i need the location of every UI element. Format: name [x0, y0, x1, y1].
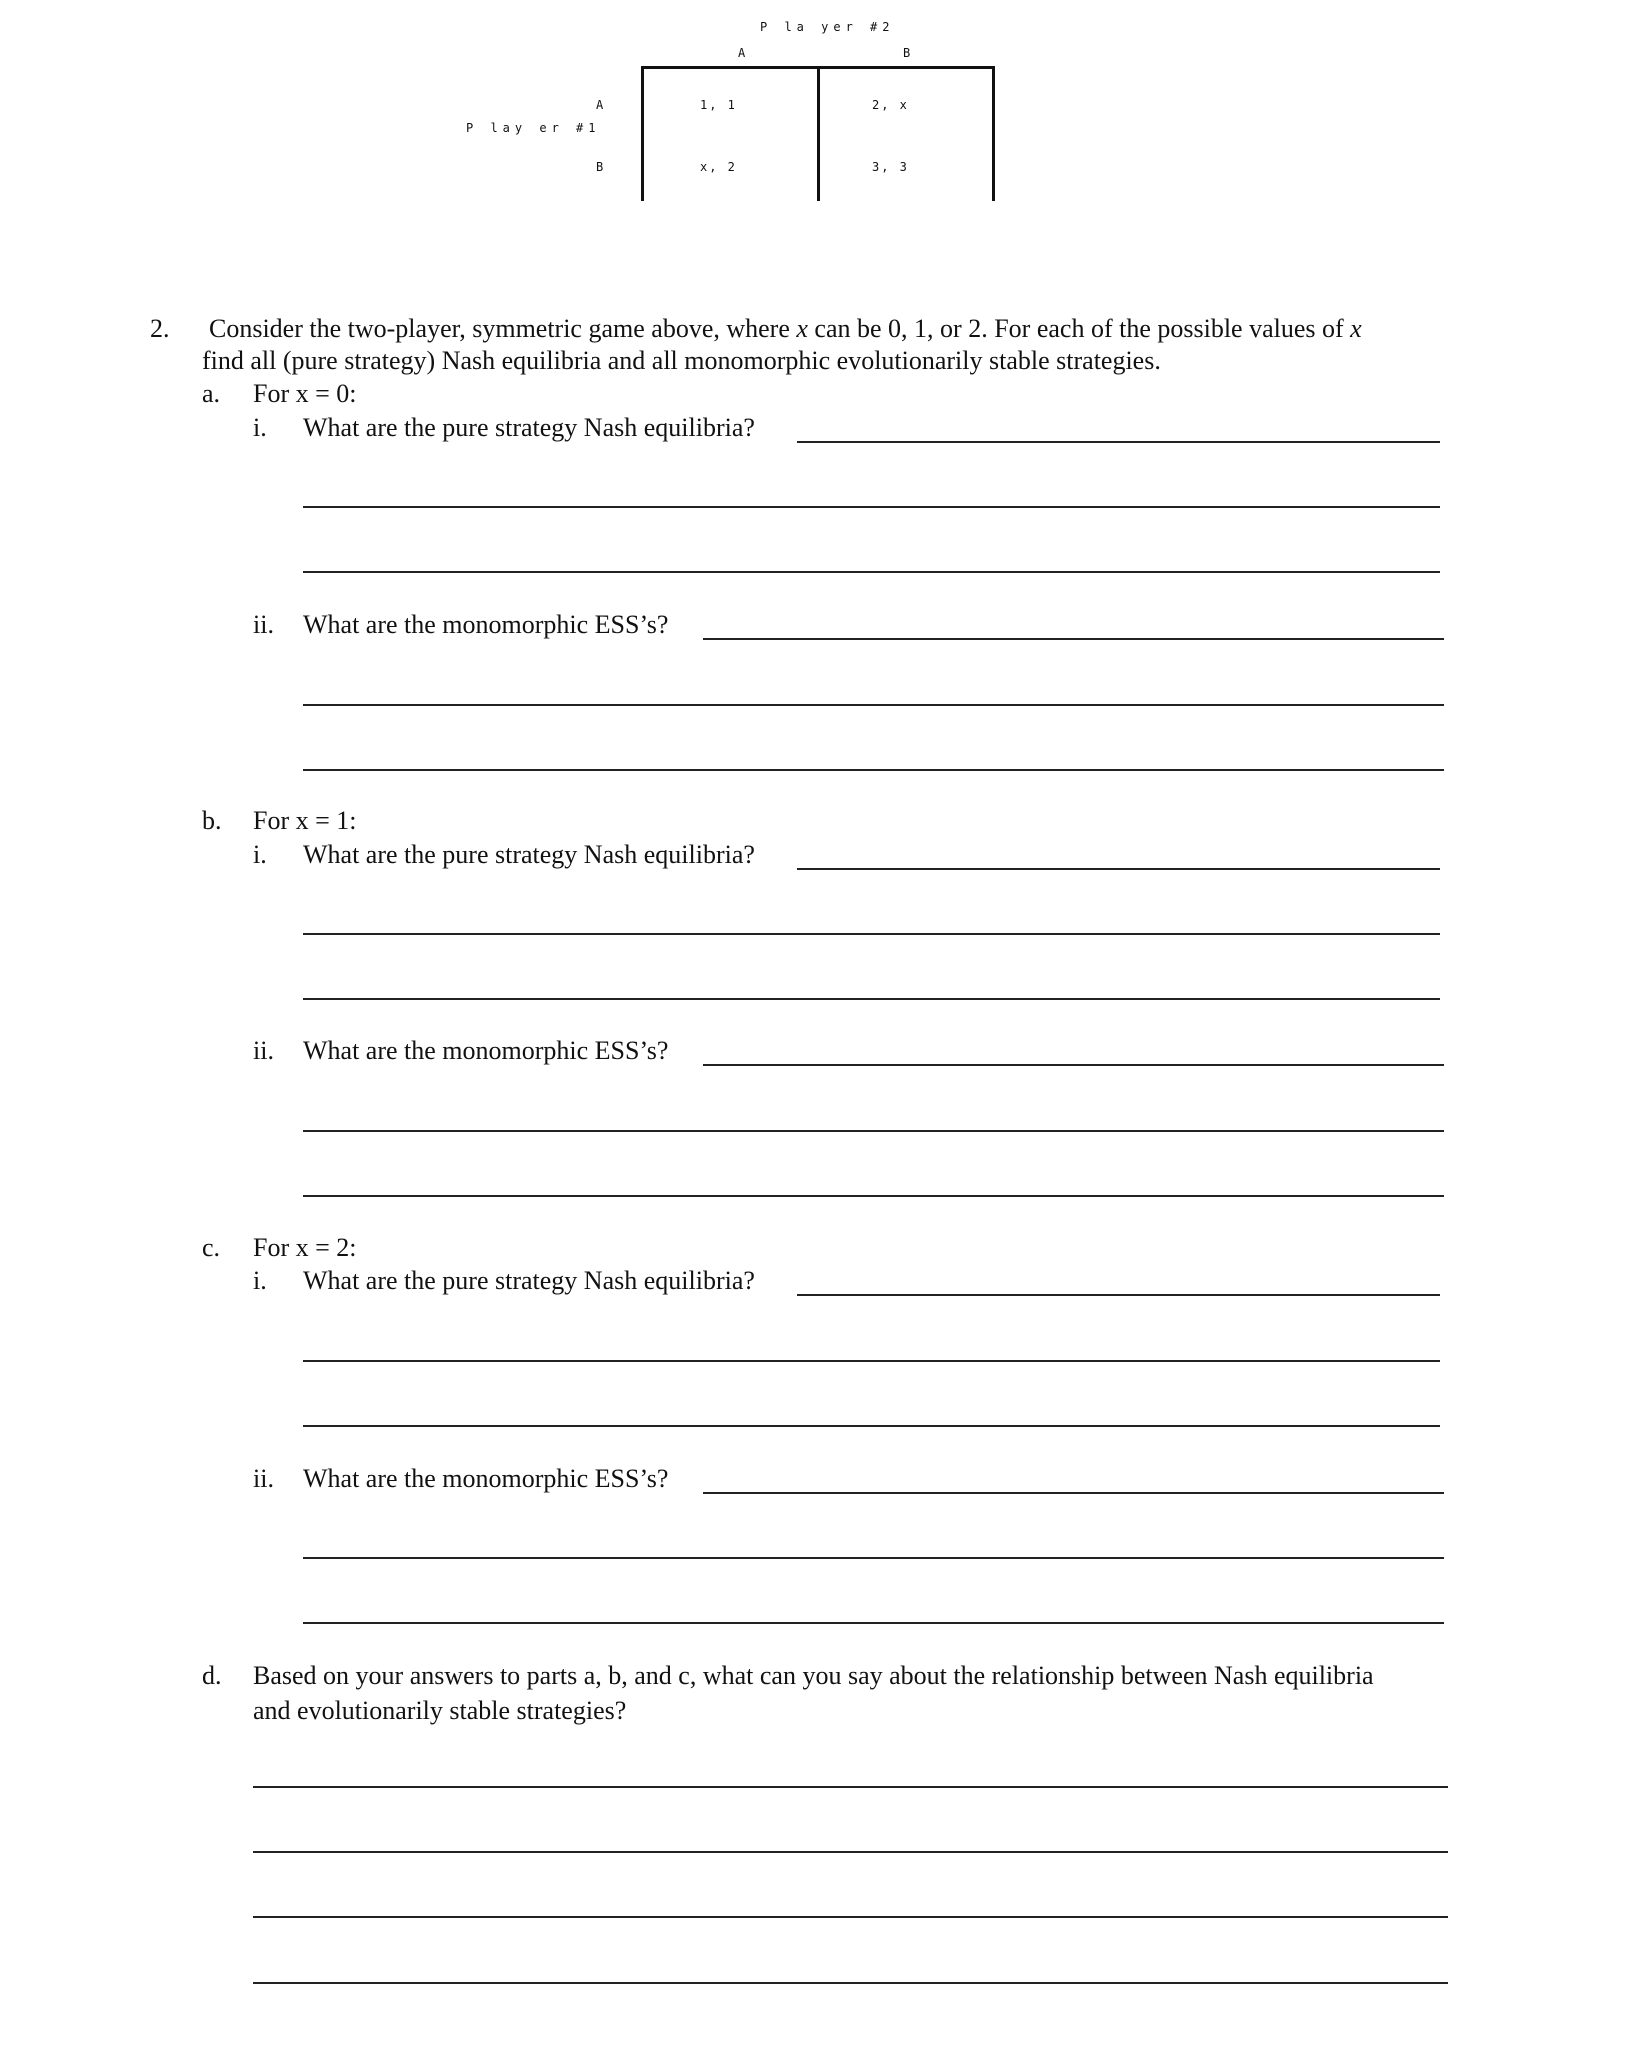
question-intro-line1	[209, 314, 1362, 344]
part-b-title: For x = 1:	[253, 806, 357, 835]
part-b-i-number: i.	[253, 840, 267, 869]
part-b-ess-answer-line-3[interactable]	[303, 1195, 1444, 1197]
part-d-question-line1: Based on your answers to parts a, b, and c, what can you say about the relationship between Nash equilibria	[253, 1661, 1374, 1690]
part-a-ess-answer-line-1[interactable]	[703, 638, 1444, 640]
part-b-nash-question: What are the pure strategy Nash equilibria?	[303, 840, 755, 869]
intro-text-b: can be 0, 1, or 2. For each of the possible values of	[807, 314, 1351, 343]
part-c-i-number: i.	[253, 1266, 267, 1295]
intro-var-x: x	[796, 314, 808, 343]
matrix-middle-divider	[817, 66, 820, 201]
part-b-ii-number: ii.	[253, 1036, 274, 1065]
part-a-ess-answer-line-2[interactable]	[303, 704, 1444, 706]
part-d-answer-line-4[interactable]	[253, 1982, 1448, 1984]
part-b-nash-answer-line-1[interactable]	[797, 868, 1440, 870]
intro-var-x-end: x	[1350, 314, 1362, 343]
part-c-ess-question: What are the monomorphic ESS’s?	[303, 1464, 669, 1493]
part-c-nash-question: What are the pure strategy Nash equilibria?	[303, 1266, 755, 1295]
part-a-i-number: i.	[253, 413, 267, 442]
part-b-nash-answer-line-3[interactable]	[303, 998, 1440, 1000]
payoff-cell-ab: 2, x	[872, 98, 909, 112]
part-c-ess-answer-line-1[interactable]	[703, 1492, 1444, 1494]
part-c-ess-answer-line-2[interactable]	[303, 1557, 1444, 1559]
intro-text-a: Consider the two-player, symmetric game above, where	[209, 314, 797, 343]
part-c-ii-number: ii.	[253, 1464, 274, 1493]
part-c-nash-answer-line-3[interactable]	[303, 1425, 1440, 1427]
part-b-ess-question: What are the monomorphic ESS’s?	[303, 1036, 669, 1065]
part-a-letter: a.	[202, 379, 221, 408]
part-b-ess-answer-line-2[interactable]	[303, 1130, 1444, 1132]
part-a-nash-answer-line-3[interactable]	[303, 571, 1440, 573]
part-a-ess-answer-line-3[interactable]	[303, 769, 1444, 771]
row-label-a: A	[596, 98, 609, 112]
player2-label: P la yer #2	[760, 20, 895, 34]
part-a-ess-question: What are the monomorphic ESS’s?	[303, 610, 669, 639]
part-d-answer-line-3[interactable]	[253, 1916, 1448, 1918]
part-a-nash-answer-line-1[interactable]	[797, 441, 1440, 443]
question-number: 2.	[150, 314, 170, 343]
matrix-right-border	[992, 66, 995, 201]
part-d-answer-line-1[interactable]	[253, 1786, 1448, 1788]
part-c-title: For x = 2:	[253, 1233, 357, 1262]
part-b-ess-answer-line-1[interactable]	[703, 1064, 1444, 1066]
payoff-cell-bb: 3, 3	[872, 160, 909, 174]
part-d-answer-line-2[interactable]	[253, 1851, 1448, 1853]
part-a-nash-question: What are the pure strategy Nash equilibria?	[303, 413, 755, 442]
row-label-b: B	[596, 160, 609, 174]
part-c-letter: c.	[202, 1233, 221, 1262]
part-a-nash-answer-line-2[interactable]	[303, 506, 1440, 508]
part-d-question-line2: and evolutionarily stable strategies?	[253, 1696, 627, 1725]
matrix-left-border	[641, 66, 644, 201]
part-c-nash-answer-line-2[interactable]	[303, 1360, 1440, 1362]
player1-label: P lay er #1	[466, 121, 601, 135]
column-label-a: A	[738, 46, 751, 60]
part-a-ii-number: ii.	[253, 610, 274, 639]
payoff-cell-aa: 1, 1	[700, 98, 737, 112]
part-d-letter: d.	[202, 1661, 222, 1690]
part-b-nash-answer-line-2[interactable]	[303, 933, 1440, 935]
part-a-title: For x = 0:	[253, 379, 357, 408]
part-c-ess-answer-line-3[interactable]	[303, 1622, 1444, 1624]
payoff-cell-ba: x, 2	[700, 160, 737, 174]
part-c-nash-answer-line-1[interactable]	[797, 1294, 1440, 1296]
part-b-letter: b.	[202, 806, 222, 835]
column-label-b: B	[903, 46, 916, 60]
question-intro-line2: find all (pure strategy) Nash equilibria and all monomorphic evolutionarily stable strategies.	[202, 346, 1161, 375]
